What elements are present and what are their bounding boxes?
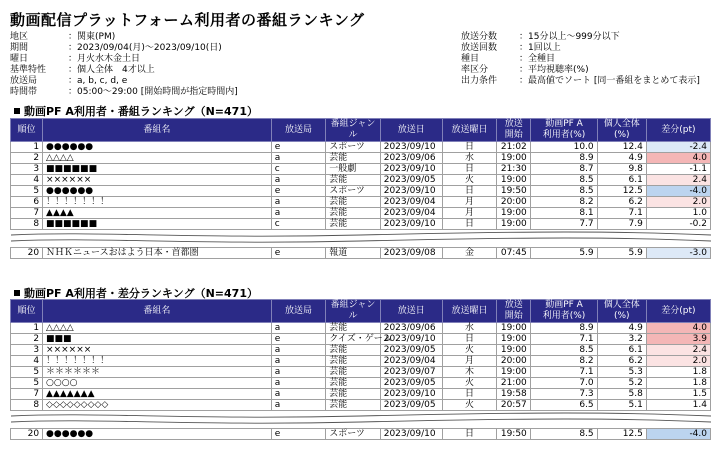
condition-label: 基準特性 (10, 65, 47, 75)
cell-diff: 2.4 (646, 345, 710, 356)
cell-date: 2023/09/05 (380, 175, 442, 186)
column-header-name: 番組名 (43, 119, 272, 142)
cell-rank: 5 (11, 378, 43, 389)
cell-pf: 7.3 (531, 389, 597, 400)
cell-pf: 7.1 (531, 367, 597, 378)
table-row (11, 153, 711, 164)
cell-station: a (271, 323, 326, 334)
cell-diff: -0.2 (646, 219, 710, 230)
cell-genre: スポーツ (326, 142, 381, 153)
cell-all: 5.8 (597, 389, 646, 400)
cell-genre: スポーツ (326, 429, 381, 440)
condition-row (461, 65, 700, 76)
cell-all: 7.9 (597, 219, 646, 230)
cell-all: 5.9 (597, 248, 646, 259)
table-row (11, 142, 711, 153)
cell-diff: 4.0 (646, 153, 710, 164)
table-row (11, 197, 711, 208)
cell-diff: 3.9 (646, 334, 710, 345)
condition-value: ：最高値でソート [同一番組をまとめて表示] (519, 76, 700, 86)
cell-all: 5.2 (597, 378, 646, 389)
cell-day: 火 (442, 378, 497, 389)
cell-station: a (271, 197, 326, 208)
cell-start: 19:50 (497, 186, 531, 197)
column-header-genre: 番組ジャンル (326, 300, 381, 323)
column-header-all: 個人全体 (%) (597, 119, 646, 142)
report-title: 動画配信プラットフォーム利用者の番組ランキング (10, 11, 365, 29)
program-ranking-table (10, 118, 711, 259)
cell-genre: 芸能 (326, 356, 381, 367)
cell-day: 月 (442, 356, 497, 367)
condition-label: 種目 (461, 54, 480, 64)
cell-date: 2023/09/06 (380, 153, 442, 164)
cell-rank: 20 (11, 429, 43, 440)
table-row (11, 389, 711, 400)
cell-date: 2023/09/07 (380, 367, 442, 378)
column-header-day: 放送曜日 (442, 119, 497, 142)
cell-rank: 7 (11, 208, 43, 219)
cell-all: 6.1 (597, 345, 646, 356)
cell-date: 2023/09/05 (380, 345, 442, 356)
cell-pf: 8.2 (531, 356, 597, 367)
cell-start: 19:00 (497, 153, 531, 164)
cell-rank: 3 (11, 164, 43, 175)
cell-start: 21:00 (497, 378, 531, 389)
cell-name: ＊＊＊＊＊＊ (43, 367, 272, 378)
cell-diff: -3.0 (646, 248, 710, 259)
condition-value: ：平均視聴率(%) (519, 65, 589, 75)
condition-value: ：関東(PM) (68, 32, 116, 42)
cell-genre: 芸能 (326, 400, 381, 411)
section-title-text: 動画PF A利用者・差分ランキング（N=471） (24, 287, 258, 300)
cell-all: 12.4 (597, 142, 646, 153)
cell-date: 2023/09/06 (380, 323, 442, 334)
cell-name: ×××××× (43, 175, 272, 186)
cell-day: 日 (442, 142, 497, 153)
cell-pf: 7.1 (531, 334, 597, 345)
cell-genre: 芸能 (326, 153, 381, 164)
cell-station: a (271, 356, 326, 367)
cell-start: 19:00 (497, 323, 531, 334)
cell-genre: 芸能 (326, 378, 381, 389)
conditions-right (461, 32, 700, 87)
cell-station: a (271, 378, 326, 389)
column-header-name: 番組名 (43, 300, 272, 323)
cell-all: 6.2 (597, 356, 646, 367)
cell-diff: -1.1 (646, 164, 710, 175)
cell-rank: 6 (11, 197, 43, 208)
column-header-station: 放送局 (271, 300, 326, 323)
cell-pf: 8.7 (531, 164, 597, 175)
cell-station: e (271, 334, 326, 345)
cell-name: ●●●●●● (43, 186, 272, 197)
cell-pf: 8.2 (531, 197, 597, 208)
condition-label: 放送分数 (461, 32, 498, 42)
cell-station: c (271, 219, 326, 230)
cell-diff: -2.4 (646, 142, 710, 153)
cell-name: ▲▲▲▲ (43, 208, 272, 219)
cell-rank: 20 (11, 248, 43, 259)
cell-station: e (271, 142, 326, 153)
section-title-program-ranking (14, 103, 258, 119)
condition-value: ：個人全体 4才以上 (68, 65, 155, 75)
cell-rank: 1 (11, 142, 43, 153)
cell-name: ▲▲▲▲▲▲▲ (43, 389, 272, 400)
cell-name: ◇◇◇◇◇◇◇◇◇ (43, 400, 272, 411)
cell-diff: 1.8 (646, 367, 710, 378)
table-row (11, 186, 711, 197)
cell-station: e (271, 248, 326, 259)
cell-name: ×××××× (43, 345, 272, 356)
cell-all: 12.5 (597, 186, 646, 197)
table-row (11, 378, 711, 389)
condition-label: 放送回数 (461, 43, 498, 53)
cell-day: 木 (442, 367, 497, 378)
cell-day: 日 (442, 164, 497, 175)
cell-diff: 2.4 (646, 175, 710, 186)
cell-name: ■■■■■■ (43, 219, 272, 230)
condition-row (461, 54, 700, 65)
table-row (11, 400, 711, 411)
cell-pf: 8.5 (531, 429, 597, 440)
cell-all: 6.1 (597, 175, 646, 186)
cell-all: 12.5 (597, 429, 646, 440)
cell-pf: 8.9 (531, 323, 597, 334)
omitted-rows-cell (11, 230, 711, 248)
cell-rank: 8 (11, 400, 43, 411)
cell-pf: 5.9 (531, 248, 597, 259)
cell-date: 2023/09/04 (380, 197, 442, 208)
cell-name: ●●●●●● (43, 142, 272, 153)
cell-start: 07:45 (497, 248, 531, 259)
cell-start: 19:50 (497, 429, 531, 440)
condition-value: ：a, b, c, d, e (68, 76, 128, 86)
cell-start: 19:00 (497, 175, 531, 186)
cell-day: 日 (442, 429, 497, 440)
cell-start: 19:00 (497, 367, 531, 378)
cell-station: a (271, 400, 326, 411)
cell-day: 金 (442, 248, 497, 259)
column-header-pf: 動画PF A 利用者(%) (531, 119, 597, 142)
condition-value: ：1回以上 (519, 43, 561, 53)
condition-row (10, 87, 238, 98)
condition-value: ：月火水木金土日 (68, 54, 141, 64)
cell-rank: 3 (11, 345, 43, 356)
table-header-row (11, 119, 711, 142)
cell-start: 19:00 (497, 334, 531, 345)
cell-pf: 8.5 (531, 345, 597, 356)
cell-diff: 1.8 (646, 378, 710, 389)
cell-diff: 4.0 (646, 323, 710, 334)
column-header-start: 放送 開始 (497, 300, 531, 323)
condition-row (461, 76, 700, 87)
column-header-date: 放送日 (380, 119, 442, 142)
column-header-date: 放送日 (380, 300, 442, 323)
condition-row (461, 43, 700, 54)
cell-name: ■■■ (43, 334, 272, 345)
condition-label: 出力条件 (461, 76, 498, 86)
cell-start: 20:57 (497, 400, 531, 411)
condition-label: 時間帯 (10, 87, 38, 97)
cell-name: ＮＨＫニュースおはよう日本・首都圏 (43, 248, 272, 259)
cell-name: △△△△ (43, 153, 272, 164)
cell-pf: 8.9 (531, 153, 597, 164)
cell-rank: 5 (11, 367, 43, 378)
cell-all: 7.1 (597, 208, 646, 219)
cell-day: 火 (442, 175, 497, 186)
cell-date: 2023/09/08 (380, 248, 442, 259)
column-header-diff: 差分(pt) (646, 300, 710, 323)
cell-start: 20:00 (497, 197, 531, 208)
cell-date: 2023/09/04 (380, 208, 442, 219)
column-header-station: 放送局 (271, 119, 326, 142)
cell-day: 火 (442, 400, 497, 411)
cell-station: a (271, 153, 326, 164)
cell-genre: スポーツ (326, 186, 381, 197)
condition-value: ：2023/09/04(月)～2023/09/10(日) (68, 43, 222, 53)
cell-start: 19:58 (497, 389, 531, 400)
cell-day: 水 (442, 153, 497, 164)
cell-pf: 7.0 (531, 378, 597, 389)
cell-date: 2023/09/05 (380, 378, 442, 389)
condition-row (10, 32, 238, 43)
section-title-text: 動画PF A利用者・番組ランキング（N=471） (24, 105, 258, 118)
column-header-all: 個人全体 (%) (597, 300, 646, 323)
cell-genre: 芸能 (326, 323, 381, 334)
cell-pf: 10.0 (531, 142, 597, 153)
omitted-rows-cell (11, 411, 711, 429)
cell-rank: 4 (11, 175, 43, 186)
cell-day: 火 (442, 345, 497, 356)
cell-station: c (271, 164, 326, 175)
cell-day: 水 (442, 323, 497, 334)
cell-rank: 7 (11, 389, 43, 400)
column-header-day: 放送曜日 (442, 300, 497, 323)
cell-date: 2023/09/05 (380, 400, 442, 411)
cell-name: ○○○○ (43, 378, 272, 389)
cell-date: 2023/09/10 (380, 186, 442, 197)
square-bullet-icon (14, 290, 20, 296)
cell-date: 2023/09/10 (380, 334, 442, 345)
condition-label: 率区分 (461, 65, 489, 75)
cell-genre: 芸能 (326, 367, 381, 378)
cell-pf: 6.5 (531, 400, 597, 411)
cell-all: 4.9 (597, 323, 646, 334)
table-row (11, 429, 711, 440)
wavy-break-icon (11, 230, 711, 247)
table-row (11, 345, 711, 356)
cell-all: 5.1 (597, 400, 646, 411)
cell-date: 2023/09/10 (380, 219, 442, 230)
condition-label: 地区 (10, 32, 29, 42)
cell-station: a (271, 367, 326, 378)
cell-date: 2023/09/10 (380, 429, 442, 440)
cell-diff: -4.0 (646, 186, 710, 197)
cell-station: a (271, 345, 326, 356)
cell-genre: 芸能 (326, 389, 381, 400)
cell-station: e (271, 429, 326, 440)
cell-name: ！！！！！！！ (43, 356, 272, 367)
cell-genre: 芸能 (326, 345, 381, 356)
cell-rank: 4 (11, 356, 43, 367)
cell-diff: 2.0 (646, 356, 710, 367)
cell-pf: 7.7 (531, 219, 597, 230)
cell-station: e (271, 186, 326, 197)
diff-ranking-table (10, 299, 711, 440)
condition-label: 放送局 (10, 76, 38, 86)
cell-genre: 芸能 (326, 175, 381, 186)
cell-diff: 1.0 (646, 208, 710, 219)
cell-date: 2023/09/10 (380, 164, 442, 175)
cell-genre: 一般劇 (326, 164, 381, 175)
cell-rank: 1 (11, 323, 43, 334)
cell-day: 日 (442, 389, 497, 400)
condition-row (10, 65, 238, 76)
condition-label: 期間 (10, 43, 29, 53)
condition-row (10, 54, 238, 65)
table-row (11, 175, 711, 186)
cell-date: 2023/09/10 (380, 389, 442, 400)
column-header-pf: 動画PF A 利用者(%) (531, 300, 597, 323)
cell-all: 4.9 (597, 153, 646, 164)
cell-rank: 5 (11, 186, 43, 197)
condition-row (461, 32, 700, 43)
cell-diff: 1.5 (646, 389, 710, 400)
cell-day: 月 (442, 197, 497, 208)
table-row (11, 208, 711, 219)
cell-name: ■■■■■■ (43, 164, 272, 175)
conditions-left (10, 32, 238, 98)
table-header-row (11, 300, 711, 323)
table-row (11, 334, 711, 345)
cell-start: 20:00 (497, 356, 531, 367)
cell-diff: 2.0 (646, 197, 710, 208)
cell-date: 2023/09/04 (380, 356, 442, 367)
cell-diff: -4.0 (646, 429, 710, 440)
cell-day: 日 (442, 219, 497, 230)
cell-all: 9.8 (597, 164, 646, 175)
condition-label: 曜日 (10, 54, 29, 64)
table-row (11, 248, 711, 259)
table-row (11, 164, 711, 175)
condition-row (10, 43, 238, 54)
cell-name: ●●●●●● (43, 429, 272, 440)
column-header-rank: 順位 (11, 300, 43, 323)
cell-station: a (271, 208, 326, 219)
omitted-rows-separator (11, 411, 711, 429)
cell-start: 21:30 (497, 164, 531, 175)
column-header-genre: 番組ジャンル (326, 119, 381, 142)
column-header-rank: 順位 (11, 119, 43, 142)
cell-pf: 8.1 (531, 208, 597, 219)
cell-all: 3.2 (597, 334, 646, 345)
cell-genre: 芸能 (326, 219, 381, 230)
cell-genre: クイズ・ゲーム (326, 334, 381, 345)
cell-start: 19:00 (497, 219, 531, 230)
cell-name: ！！！！！！！ (43, 197, 272, 208)
condition-value: ：15分以上～999分以下 (519, 32, 620, 42)
cell-all: 5.3 (597, 367, 646, 378)
cell-all: 6.2 (597, 197, 646, 208)
cell-rank: 8 (11, 219, 43, 230)
column-header-diff: 差分(pt) (646, 119, 710, 142)
table-row (11, 367, 711, 378)
cell-day: 日 (442, 186, 497, 197)
cell-genre: 報道 (326, 248, 381, 259)
cell-day: 月 (442, 208, 497, 219)
cell-day: 日 (442, 334, 497, 345)
omitted-rows-separator (11, 230, 711, 248)
cell-station: a (271, 389, 326, 400)
cell-start: 21:02 (497, 142, 531, 153)
condition-value: ：全種目 (519, 54, 556, 64)
cell-diff: 1.4 (646, 400, 710, 411)
condition-value: ：05:00～29:00 [開始時間が指定時間内] (68, 87, 238, 97)
table-row (11, 323, 711, 334)
cell-genre: 芸能 (326, 208, 381, 219)
cell-pf: 8.5 (531, 175, 597, 186)
cell-start: 19:00 (497, 208, 531, 219)
cell-pf: 8.5 (531, 186, 597, 197)
cell-date: 2023/09/10 (380, 142, 442, 153)
table-row (11, 219, 711, 230)
cell-name: △△△△ (43, 323, 272, 334)
condition-row (10, 76, 238, 87)
cell-start: 19:00 (497, 345, 531, 356)
cell-station: a (271, 175, 326, 186)
cell-rank: 2 (11, 334, 43, 345)
cell-genre: 芸能 (326, 197, 381, 208)
wavy-break-icon (11, 411, 711, 428)
column-header-start: 放送 開始 (497, 119, 531, 142)
cell-rank: 2 (11, 153, 43, 164)
square-bullet-icon (14, 108, 20, 114)
table-row (11, 356, 711, 367)
